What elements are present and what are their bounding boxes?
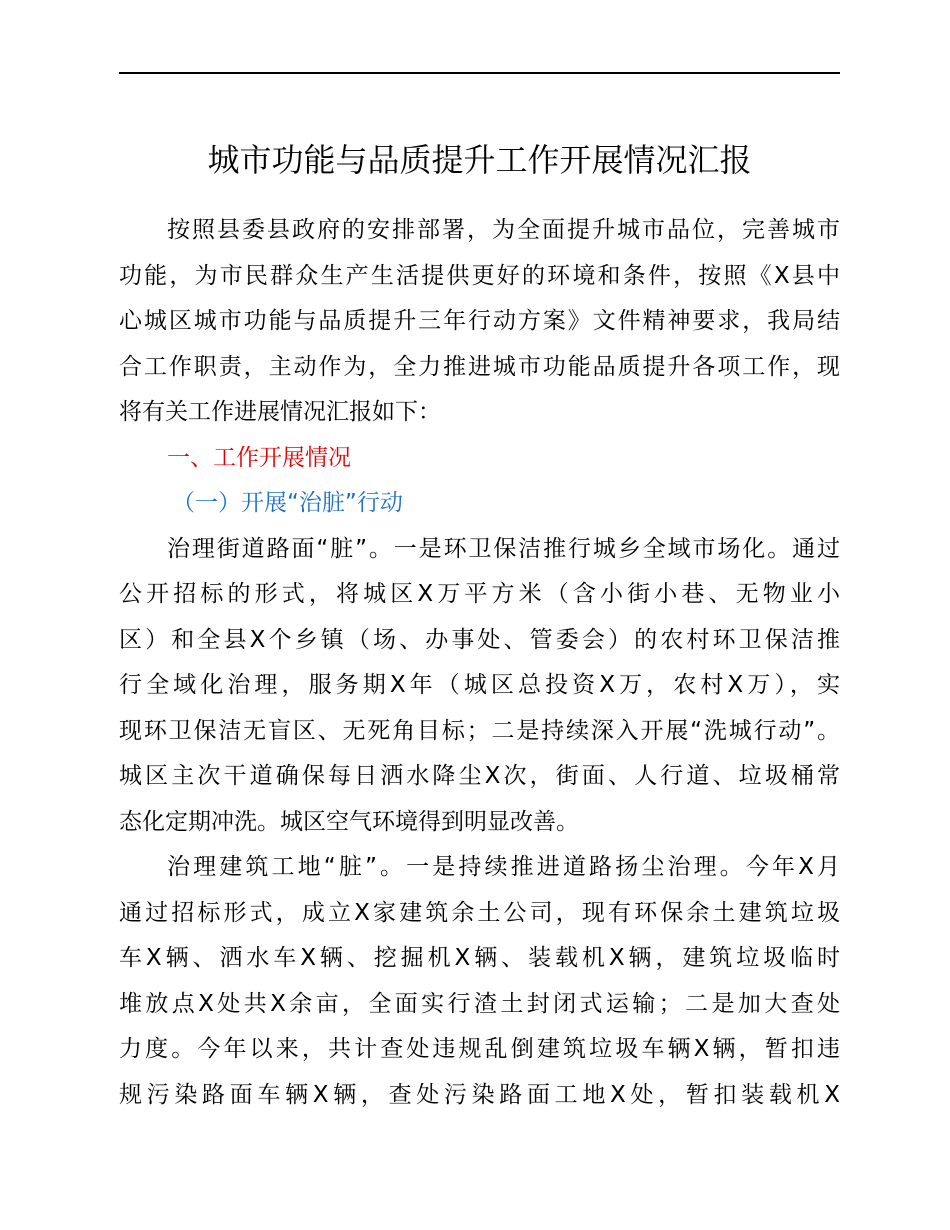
section-heading-2: （一）开展“治脏”行动 (172, 490, 403, 516)
paragraph-line: 现环卫保洁无盲区、无死角目标；二是持续深入开展“洗城行动”。 (119, 717, 840, 744)
paragraph-line: 治理建筑工地“脏”。一是持续推进道路扬尘治理。今年X月 (167, 854, 840, 880)
paragraph-line: 区）和全县X个乡镇（场、办事处、管委会）的农村环卫保洁推 (119, 626, 840, 653)
paragraph-line: 通过招标形式，成立X家建筑余土公司，现有环保余土建筑垃圾 (119, 899, 840, 926)
paragraph-line: 车X辆、洒水车X辆、挖掘机X辆、装载机X辆，建筑垃圾临时 (119, 945, 840, 971)
paragraph-line: 规污染路面车辆X辆，查处污染路面工地X处，暂扣装载机X (119, 1081, 840, 1108)
document-title: 城市功能与品质提升工作开展情况汇报 (207, 141, 752, 179)
intro-line: 功能，为市民群众生产生活提供更好的环境和条件，按照《X县中 (119, 262, 840, 289)
section-heading-1: 一、工作开展情况 (167, 444, 351, 471)
intro-line: 心城区城市功能与品质提升三年行动方案》文件精神要求，我局结 (119, 308, 840, 334)
paragraph-line: 力度。今年以来，共计查处违规乱倒建筑垃圾车辆X辆，暂扣违 (119, 1036, 840, 1062)
header-rule (119, 72, 840, 74)
intro-line: 按照县委县政府的安排部署，为全面提升城市品位，完善城市 (167, 217, 840, 243)
paragraph-line: 公开招标的形式，将城区X万平方米（含小街小巷、无物业小 (119, 581, 840, 607)
paragraph-line: 行全域化治理，服务期X年（城区总投资X万，农村X万），实 (119, 672, 840, 698)
paragraph-line: 堆放点X处共X余亩，全面实行渣土封闭式运输；二是加大查处 (119, 990, 840, 1017)
paragraph-line: 态化定期冲洗。城区空气环境得到明显改善。 (119, 808, 579, 835)
document-body (119, 208, 840, 1118)
intro-line: 将有关工作进展情况汇报如下： (119, 399, 441, 425)
paragraph-line: 治理街道路面“脏”。一是环卫保洁推行城乡全域市场化。通过 (167, 535, 840, 562)
intro-line: 合工作职责，主动作为，全力推进城市功能品质提升各项工作，现 (119, 353, 840, 380)
paragraph-line: 城区主次干道确保每日洒水降尘X次，街面、人行道、垃圾桶常 (119, 763, 840, 789)
